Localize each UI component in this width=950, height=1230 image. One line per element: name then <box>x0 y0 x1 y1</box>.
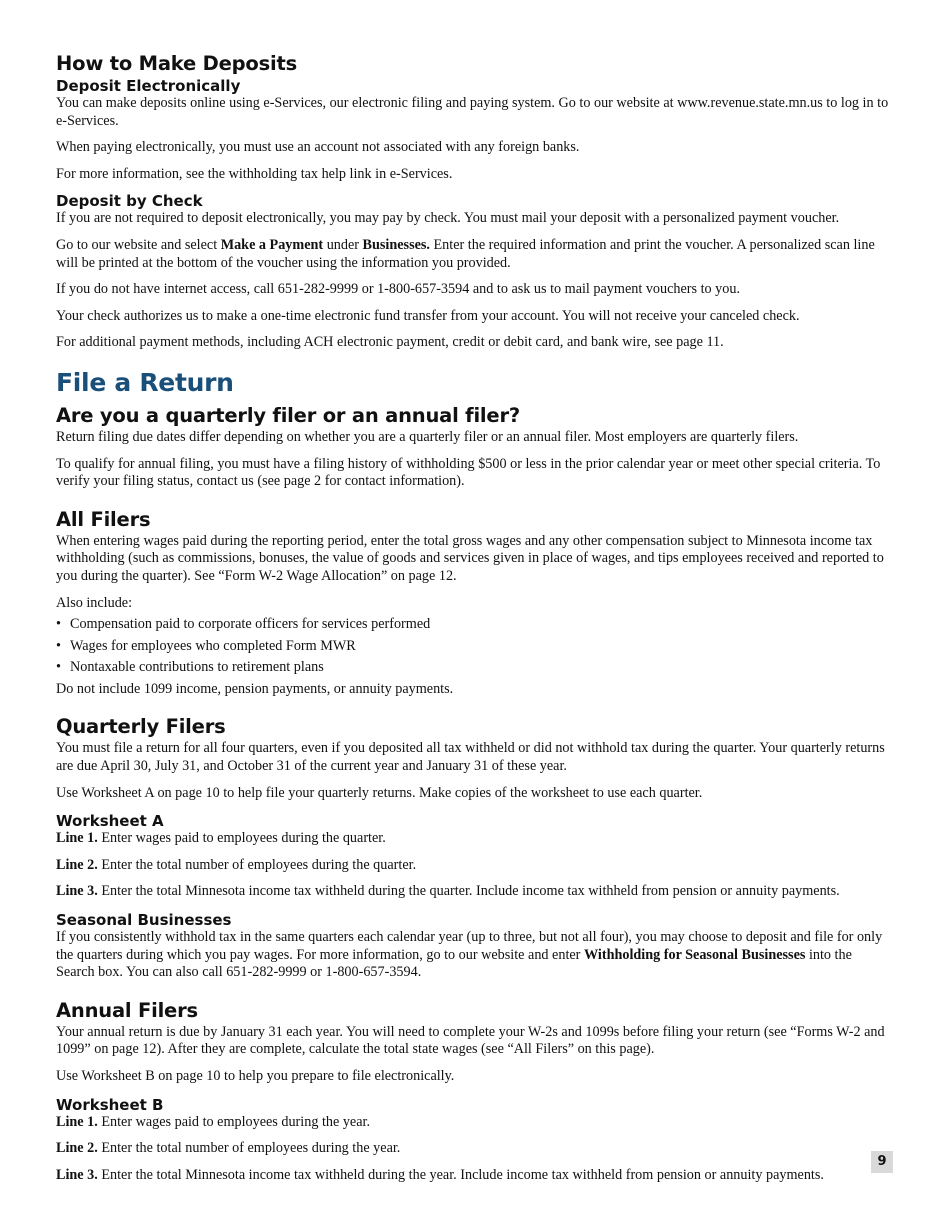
seasonal-businesses-paragraph <box>56 929 894 982</box>
line-label: Line 2. <box>56 856 98 873</box>
list-item-text: Nontaxable contributions to retirement plans <box>70 659 324 676</box>
quarterly-filers-paragraph-2: Use Worksheet A on page 10 to help file your quarterly returns. Make copies of the worksheet to use each quarter. <box>56 784 703 801</box>
annual-filers-block <box>56 999 894 1185</box>
line-text: Enter wages paid to employees during the quarter. <box>97 830 386 847</box>
line-text: Enter the total Minnesota income tax withheld during the quarter. Include income tax withheld from pension or annuity payments. <box>97 883 840 900</box>
document-page <box>56 52 894 1184</box>
text-run: into the Search box. You can also call 651-282-9999 or 1-800-657-3594. <box>56 946 852 981</box>
filer-type-heading: Are you a quarterly filer or an annual filer? <box>56 403 520 427</box>
page-number-badge: 9 <box>871 1151 893 1173</box>
make-a-payment-term: Make a Payment <box>220 236 324 253</box>
filer-type-paragraph-1: Return filing due dates differ depending on whether you are a quarterly filer or an annual filer. Most employers are quarterly filers. <box>56 428 799 445</box>
text-run: If you consistently withhold tax in the same quarters each calendar year (up to three, but not all four), you may choose to deposit and file for only the quarters during which you pay wages. For more information, go to our website and enter <box>56 929 883 963</box>
quarterly-filers-heading: Quarterly Filers <box>56 715 226 739</box>
list-item <box>56 659 894 677</box>
list-item <box>56 638 894 656</box>
search-term: Withholding for Seasonal Businesses <box>583 946 806 963</box>
deposits-title: How to Make Deposits <box>56 52 298 75</box>
deposit-electronically-paragraph-1: You can make deposits online using e-Services, our electronic filing and paying system. Go to our website at www.revenue.state.mn.us to log in to e-Services. <box>56 95 889 129</box>
deposit-by-check-paragraph-1: If you are not required to deposit electronically, you may pay by check. You must mail your deposit with a personalized payment voucher. <box>56 210 840 227</box>
deposit-by-check-paragraph-3: If you do not have internet access, call 651-282-9999 or 1-800-657-3594 and to ask us to mail payment vouchers to you. <box>56 281 740 298</box>
annual-filers-paragraph-1: Your annual return is due by January 31 each year. You will need to complete your W-2s and 1099s before filing your return (see “Forms W-2 and 1099” on page 12). After they are complete, calculate the total state wages (see “All Filers” on this page). <box>56 1023 885 1058</box>
worksheet-b-line-3 <box>56 1167 894 1185</box>
annual-filers-paragraph-2: Use Worksheet B on page 10 to help you prepare to file electronically. <box>56 1068 455 1084</box>
all-filers-paragraph-3: Do not include 1099 income, pension payments, or annuity payments. <box>56 680 454 697</box>
worksheet-b-line-1 <box>56 1114 894 1132</box>
worksheet-a-line-3 <box>56 883 894 901</box>
all-filers-block <box>56 508 894 699</box>
filer-type-paragraph-2: To qualify for annual filing, you must have a filing history of withholding $500 or less in the prior calendar year or meet other special criteria. To verify your filing status, contact us (see page 2 for contact information). <box>56 455 881 490</box>
businesses-term: Businesses. <box>362 236 430 253</box>
text-run: under <box>323 236 363 253</box>
deposit-by-check-paragraph-5: For additional payment methods, including ACH electronic payment, credit or debit card, and bank wire, see page 11. <box>56 334 724 351</box>
deposit-by-check-heading: Deposit by Check <box>56 192 203 211</box>
worksheet-b-heading: Worksheet B <box>56 1095 164 1114</box>
deposit-electronically-paragraph-3: For more information, see the withholding tax help link in e-Services. <box>56 165 453 182</box>
deposit-electronically-heading: Deposit Electronically <box>56 77 241 95</box>
bullet-marker: • <box>56 616 61 633</box>
text-run: Go to our website and select <box>56 236 221 253</box>
list-item-text: Compensation paid to corporate officers for services performed <box>70 616 431 633</box>
line-label: Line 1. <box>56 830 98 847</box>
deposit-by-check-paragraph-2 <box>56 237 894 272</box>
all-filers-paragraph-1: When entering wages paid during the reporting period, enter the total gross wages and any other compensation subject to Minnesota income tax withholding (such as commissions, bonuses, the value of goods and services given in place of wages, and tips employees received and reported to you during the quarter). See “Form W-2 Wage Allocation” on page 12. <box>56 532 884 584</box>
quarterly-filers-block <box>56 715 894 981</box>
file-return-section <box>56 368 894 1184</box>
line-label: Line 1. <box>56 1113 98 1130</box>
worksheet-b-line-2 <box>56 1140 894 1158</box>
file-return-title: File a Return <box>56 367 234 397</box>
bullet-marker: • <box>56 659 61 676</box>
line-text: Enter the total Minnesota income tax withheld during the year. Include income tax withheld from pension or annuity payments. <box>97 1166 824 1183</box>
bullet-marker: • <box>56 637 61 654</box>
all-filers-heading: All Filers <box>56 507 151 531</box>
annual-filers-heading: Annual Filers <box>56 998 198 1022</box>
all-filers-also-include: Also include: <box>56 594 133 611</box>
quarterly-filers-paragraph-1: You must file a return for all four quarters, even if you deposited all tax withheld or did not withhold tax during the quarter. Your quarterly returns are due April 30, July 31, and October 31 of the current year and January 31 of these year. <box>56 740 885 775</box>
deposit-by-check-paragraph-4: Your check authorizes us to make a one-time electronic fund transfer from your account. You will not receive your canceled check. <box>56 307 800 324</box>
line-text: Enter the total number of employees during the quarter. <box>97 856 417 873</box>
all-filers-bullet-list <box>56 616 894 677</box>
line-text: Enter wages paid to employees during the year. <box>97 1113 371 1130</box>
seasonal-businesses-heading: Seasonal Businesses <box>56 911 232 930</box>
line-label: Line 2. <box>56 1140 98 1157</box>
worksheet-a-heading: Worksheet A <box>56 812 164 831</box>
text-run: Enter the required information and print the voucher. A personalized scan line will be printed at the bottom of the voucher using the information you provided. <box>56 236 875 271</box>
list-item <box>56 616 894 634</box>
line-label: Line 3. <box>56 883 98 900</box>
worksheet-a-line-2 <box>56 857 894 875</box>
deposit-electronically-paragraph-2: When paying electronically, you must use an account not associated with any foreign banks. <box>56 139 580 156</box>
deposits-section <box>56 52 894 352</box>
worksheet-a-line-1 <box>56 830 894 848</box>
line-text: Enter the total number of employees during the year. <box>97 1140 401 1157</box>
line-label: Line 3. <box>56 1166 98 1183</box>
list-item-text: Wages for employees who completed Form MWR <box>70 637 356 654</box>
